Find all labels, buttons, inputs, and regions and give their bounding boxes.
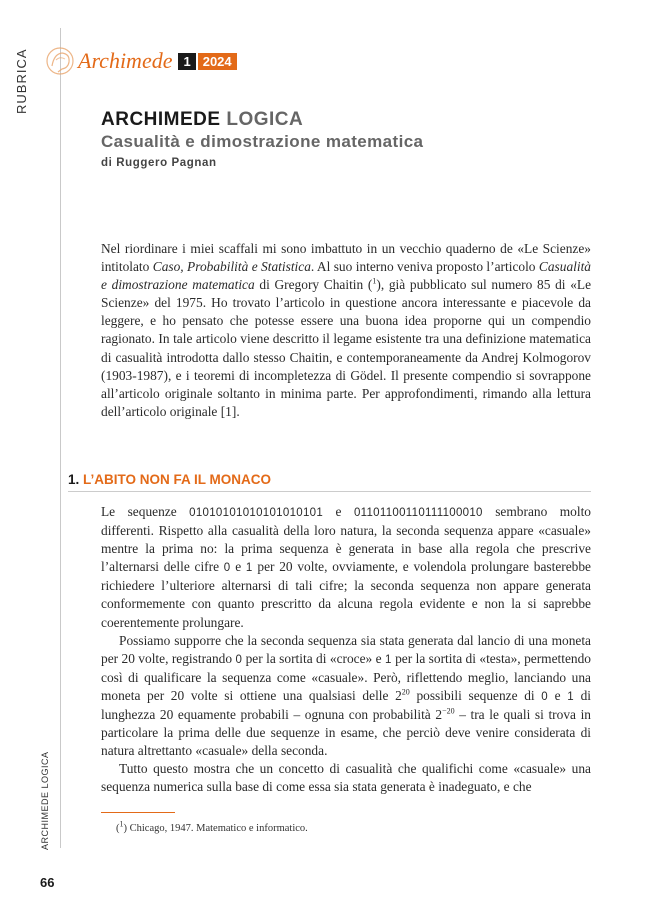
- margin-rule: [60, 28, 61, 848]
- issue-number: 1: [178, 53, 195, 70]
- rubric-title-part2: LOGICA: [226, 109, 304, 130]
- footnote-divider: [101, 812, 175, 813]
- sequence-2: 01101100110111100010: [353, 507, 483, 519]
- byline: di Ruggero Pagnan: [101, 157, 217, 169]
- footnote-ref: 1: [372, 276, 377, 286]
- paragraph: Le sequenze 01010101010101010101 e 01101100110111100010 sembrano molto differenti. Rispetto alla casualità della loro natura, la seconda sequenza appare «casuale» mentre la prima no: la prima sequenza è generata in base alla regola che prescrive l’alternarsi delle cifre 0 e 1 per 20 volte, ovviamente, e volendola prolungare basterebbe richiedere l’ulteriore alternarsi di tali cifre; la seconda sequenza non appare generata conformemente con quanto prescritto da alcuna regola evidente e non la si saprebbe coerentemente prolungare.: [101, 504, 591, 630]
- sequence-1: 01010101010101010101: [189, 507, 324, 519]
- paragraph: Possiamo supporre che la seconda sequenza sia stata generata dal lancio di una moneta per 20 volte, registrando 0 per la sortita di «croce» e 1 per la sortita di «testa», permettendo così di qualificare la sequenza come «casuale». Però, riflettendo meglio, lanciando una moneta per 20 volte si ottiene una qualsiasi delle $2^{20}$ possibili sequenze di 0 e 1 di lunghezza 20 equamente probabili – ognuna con probabilità $2^{-20}$ – tra le quali si trova in particolare la prima delle due sequenze in esame, che perciò deve venire considerata di natura altrettanto «casuale» della seconda.: [101, 632, 592, 759]
- issue-year: 2024: [198, 53, 237, 70]
- page-number: 66: [40, 875, 55, 890]
- intro-paragraph: Nel riordinare i miei scaffali mi sono imbattuto in un vecchio quaderno de «Le Scienze» intitolato Caso, Probabilità e Statistica. Al suo interno veniva proposto l’articolo Casualità e dimostrazione matematica di Gregory Chaitin ($^1$), già pubblicato sul numero 85 di «Le Scienze» del 1975. Ho trovato l’articolo in questione ancora interessante e piacevole da leggere, e ho pensato che potesse essere una buona idea proporne qui un compendio ragionato. In tale articolo viene descritto il legame esistente tra una definizione matematica di casualità introdotta dallo stesso Chaitin, e contemporaneamente da Andrej Kolmogorov (1903-1987), e i teoremi di incompletezza di Gödel. Il presente compendio si sovrappone all’articolo originale soltanto in minima parte. Per approfondimenti, rimando alla lettura dell’articolo originale [1].: [101, 241, 592, 419]
- archimedes-emblem-icon: [40, 46, 80, 76]
- section-body: [101, 503, 591, 797]
- article-title: Casualità e dimostrazione matematica: [101, 132, 424, 151]
- section-divider: [68, 491, 591, 492]
- paragraph: Tutto questo mostra che un concetto di casualità che qualifichi come «casuale» una sequenza numerica sulla base di come essa sia stata generata è inadeguato, e che: [101, 761, 591, 795]
- footnote: ($^1$) Chicago, 1947. Matematico e informatico.: [116, 819, 308, 834]
- rubric-title: [101, 109, 591, 131]
- article-header: [101, 109, 591, 169]
- section-number: 1.: [68, 472, 80, 487]
- section-title: L’ABITO NON FA IL MONACO: [83, 472, 272, 487]
- rubric-side-label: RUBRICA: [14, 48, 29, 114]
- rubric-title-part1: ARCHIMEDE: [101, 109, 221, 130]
- section-side-label: ARCHIMEDE LOGICA: [40, 751, 50, 850]
- section-heading: [68, 472, 271, 487]
- masthead: [40, 46, 237, 76]
- masthead-title: Archimede: [78, 48, 173, 73]
